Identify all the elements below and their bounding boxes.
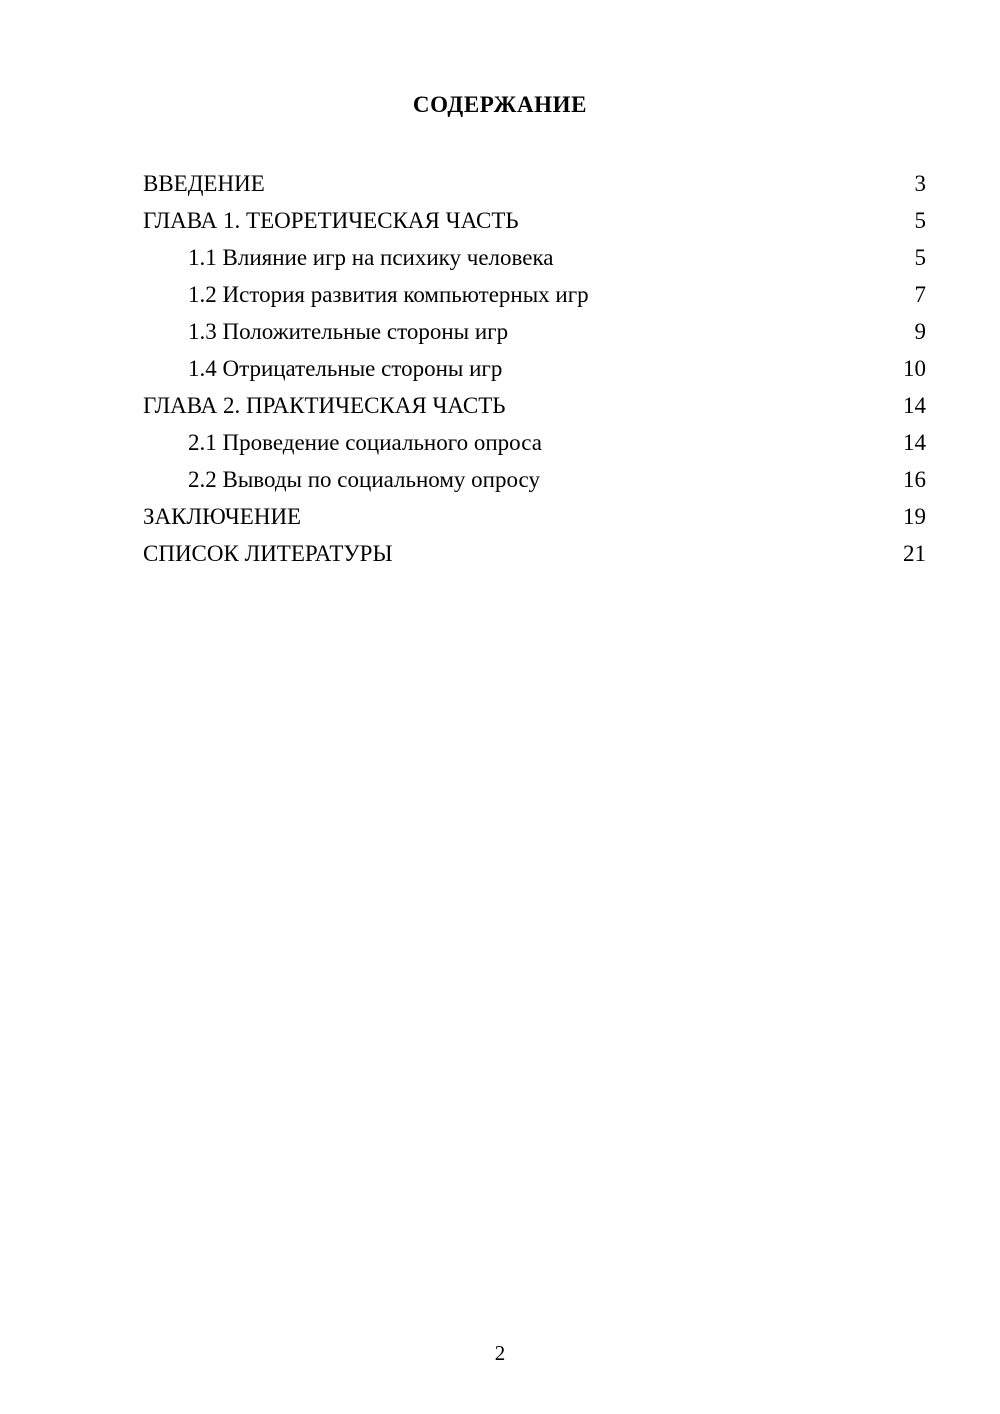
toc-entry-label: СПИСОК ЛИТЕРАТУРЫ xyxy=(143,541,393,566)
toc-entry-page-number: 21 xyxy=(903,541,926,566)
toc-entry[interactable] xyxy=(143,165,926,202)
toc-entry-label: ЗАКЛЮЧЕНИЕ xyxy=(143,504,302,529)
toc-entry[interactable] xyxy=(143,350,926,387)
toc-entry-page-number: 9 xyxy=(914,319,926,344)
toc-entry-page-number: 16 xyxy=(903,467,926,492)
toc-entry-page-number: 3 xyxy=(914,171,926,196)
toc-entry-label: 1.4 Отрицательные стороны игр xyxy=(188,356,503,381)
toc-entry[interactable] xyxy=(143,239,926,276)
toc-entry-label: ВВЕДЕНИЕ xyxy=(143,171,265,196)
table-of-contents xyxy=(143,165,926,572)
toc-entry[interactable] xyxy=(143,387,926,424)
toc-entry-label: 1.2 История развития компьютерных игр xyxy=(188,282,589,307)
toc-entry[interactable] xyxy=(143,461,926,498)
toc-entry[interactable] xyxy=(143,424,926,461)
toc-entry-page-number: 5 xyxy=(914,208,926,233)
toc-entry-label: ГЛАВА 2. ПРАКТИЧЕСКАЯ ЧАСТЬ xyxy=(143,393,506,418)
toc-entry[interactable] xyxy=(143,313,926,350)
toc-entry[interactable] xyxy=(143,276,926,313)
toc-entry-page-number: 5 xyxy=(914,245,926,270)
footer-page-number: 2 xyxy=(494,1341,506,1365)
toc-entry-label: 1.1 Влияние игр на психику человека xyxy=(188,245,554,270)
toc-entry-page-number: 14 xyxy=(903,393,926,418)
toc-entry-page-number: 14 xyxy=(903,430,926,455)
toc-entry-label: 2.1 Проведение социального опроса xyxy=(188,430,542,455)
toc-entry-page-number: 19 xyxy=(903,504,926,529)
toc-entry-page-number: 7 xyxy=(914,282,926,307)
toc-entry-label: 2.2 Выводы по социальному опросу xyxy=(188,467,540,492)
toc-entry-label: 1.3 Положительные стороны игр xyxy=(188,319,509,344)
toc-entry-label: ГЛАВА 1. ТЕОРЕТИЧЕСКАЯ ЧАСТЬ xyxy=(143,208,519,233)
toc-entry-page-number: 10 xyxy=(903,356,926,381)
toc-entry[interactable] xyxy=(143,202,926,239)
toc-entry[interactable] xyxy=(143,535,926,572)
toc-entry[interactable] xyxy=(143,498,926,535)
page-title: СОДЕРЖАНИЕ xyxy=(412,92,588,117)
